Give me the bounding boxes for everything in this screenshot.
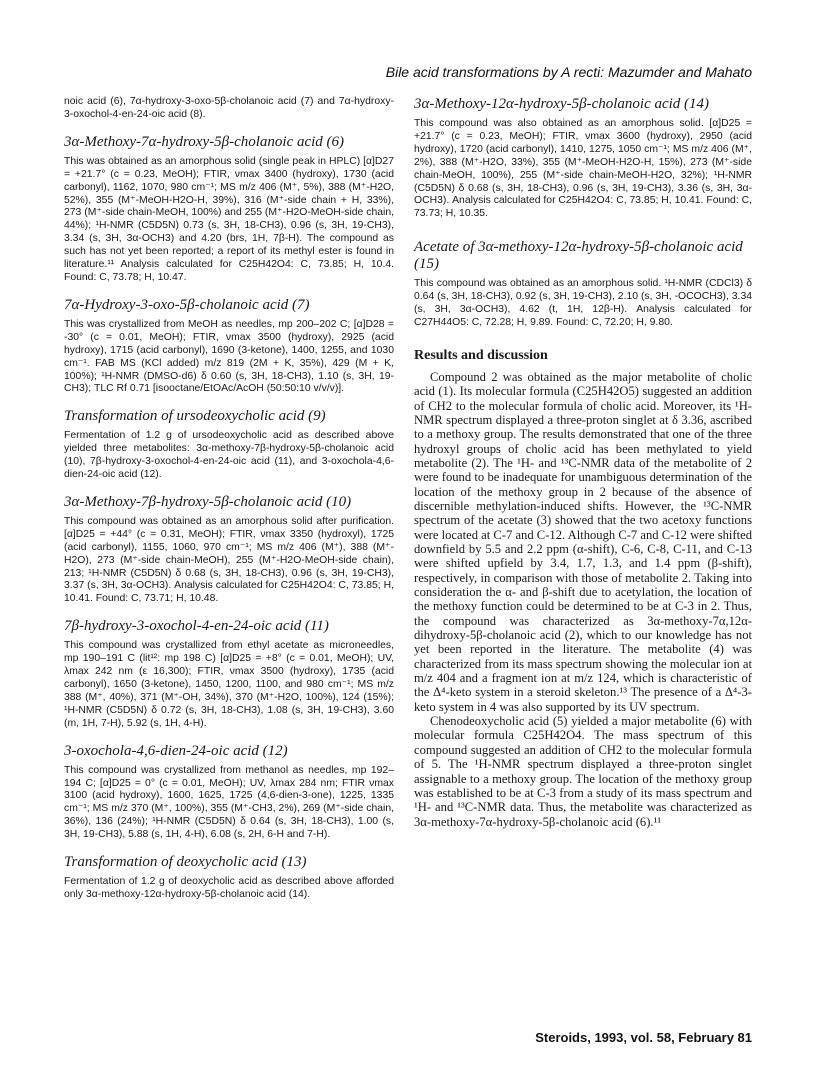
section-transformation-9	[64, 408, 394, 482]
running-head: Bile acid transformations by A recti: Mazumder and Mahato	[385, 64, 752, 80]
intro-text-block	[64, 96, 394, 122]
section-body: Fermentation of 1.2 g of deoxycholic acid as described above afforded only 3α-methoxy-12α-hydroxy-5β-cholanoic acid (14).	[64, 876, 394, 900]
section-body: This compound was crystallized from methanol as needles, mp 192–194 C; [α]D25 = 0° (c = 0.01, MeOH); UV, λmax 284 nm; FTIR νmax 3100 (acid hydroxy), 1600, 1625, 1725 (4,6-dien-3-one), 1225, 1335 cm⁻¹; MS m/z 370 (M⁺, 100%), 355 (M⁺-CH3, 2%), 269 (M⁺-side chain, 36%), 136 (24%); ¹H-NMR (C5D5N) δ 0.64 (s, 3H, 18-CH3), 1.00 (s, 3H, 19-CH3), 5.88 (s, 1H, 4-H), 6.08 (s, 2H, 6-H and 7-H).	[64, 764, 394, 841]
section-body: This compound was obtained as an amorphous solid. ¹H-NMR (CDCl3) δ 0.64 (s, 3H, 18-CH3), 0.92 (s, 3H, 19-CH3), 2.10 (s, 3H, -OCOCH3), 3.34 (s, 3H, 3α-OCH3), 4.62 (t, 1H, 12β-H). Analysis calculated for C27H44O5: C, 72.28; H, 9.89. Found: C, 72.20; H, 9.80.	[414, 278, 752, 328]
results-discussion	[414, 348, 752, 829]
section-body: This compound was also obtained as an amorphous solid. [α]D25 = +21.7° (c = 0.23, MeOH); FTIR, νmax 3600 (hydroxy), 2950 (acid hydroxy), 1720 (acid carbonyl), 1410, 1275, 1050 cm⁻¹; MS m/z 406 (M⁺, 2%), 388 (M⁺-H2O, 33%), 355 (M⁺-MeOH-H2O-H, 15%), 273 (M⁺-side chain-MeOH, 100%), 255 (M⁺-side chain-MeOH-H2O, 32%); ¹H-NMR (C5D5N) δ 0.68 (s, 3H, 18-CH3), 0.96 (s, 3H, 19-CH3), 3.36 (s, 3H, 3α-OCH3). Analysis calculated for C25H42O4: C, 73.85; H, 10.41. Found: C, 73.73; H, 10.35.	[414, 118, 752, 220]
section-title: 3α-Methoxy-7β-hydroxy-5β-cholanoic acid (10)	[64, 493, 352, 510]
section-compound-6	[64, 134, 394, 285]
section-compound-15	[414, 239, 752, 330]
left-column	[64, 96, 394, 914]
right-column	[414, 96, 752, 841]
results-heading: Results and discussion	[414, 347, 548, 363]
results-paragraph: Compound 2 was obtained as the major metabolite of cholic acid (1). Its molecular formula (C25H42O5) suggested an addition of CH2 to the molecular formula of cholic acid. Moreover, its ¹H-NMR spectrum displayed a three-proton singlet at δ 3.36, ascribed to a methoxy group. The results demonstrated that one of the three hydroxyl groups of cholic acid has been methylated to yield metabolite (2). The ¹H- and ¹³C-NMR data of the metabolite of 2 were found to be inadequate for unambiguous determination of the location of the methoxy group in 2 because of the absence of discernible methylation-induced shifts. However, the ¹³C-NMR spectrum of the acetate (3) showed that the two acetoxy functions were located at C-7 and C-12. Although C-7 and C-12 were shifted downfield by 5.5 and 2.2 ppm (α-shift), C-6, C-8, C-11, and C-13 were shifted upfield by 3.4, 1.7, 1.3, and 1.4 ppm (β-shift), respectively, in comparison with those of metabolite 2. Taking into consideration the α- and β-shift due to acetylation, the location of the methoxy function could be determined to be at C-3 in 2. Thus, the compound was characterized as 3α-methoxy-7α,12α-dihydroxy-5β-cholanoic acid (2), which to our knowledge has not yet been reported in the literature. The metabolite (4) was characterized from its mass spectrum showing the molecular ion at m/z 404 and a fragment ion at m/z 124, which is characteristic of the Δ⁴-keto system in a steroid skeleton.¹³ The presence of a Δ⁴-3-keto system in 4 was also supported by its UV spectrum.	[414, 369, 752, 714]
section-title: Transformation of ursodeoxycholic acid (9)	[64, 408, 326, 425]
section-compound-7	[64, 297, 394, 396]
section-body: This was crystallized from MeOH as needles, mp 200–202 C; [α]D28 = -30° (c = 0.01, MeOH); FTIR, νmax 3500 (hydroxy), 2925 (acid hydroxy), 1715 (acid carbonyl), 1690 (3-ketone), 1400, 1255, and 1030 cm⁻¹. FAB MS (KCl added) m/z 819 (2M + K, 35%), 429 (M + K, 100%); ¹H-NMR (DMSO-d6) δ 0.60 (s, 3H, 18-CH3), 1.10 (s, 3H, 19-CH3); TLC Rf 0.71 [isooctane/EtOAc/AcOH (50:50:10 v/v/v)].	[64, 318, 394, 395]
section-compound-11	[64, 618, 394, 730]
page-footer: Steroids, 1993, vol. 58, February 81	[535, 1030, 752, 1045]
section-body: This compound was crystallized from ethyl acetate as microneedles, mp 190–191 C (lit¹²: mp 198 C) [α]D25 = +8° (c = 0.01, MeOH); UV, λmax 242 nm (ε 16,300); FTIR, νmax 3500 (hydroxy), 1735 (acid carbonyl), 1650 (3-ketone), 1450, 1200, 1100, and 980 cm⁻¹; MS m/z 388 (M⁺, 40%), 371 (M⁺-OH, 34%), 370 (M⁺-H2O, 100%), 124 (15%); ¹H-NMR (C5D5N) δ 0.72 (s, 3H, 18-CH3), 1.08 (s, 3H, 19-CH3), 3.60 (m, 1H, 7-H), 5.92 (s, 1H, 4-H).	[64, 640, 394, 729]
section-compound-10	[64, 494, 394, 606]
section-body: Fermentation of 1.2 g of ursodeoxycholic acid as described above yielded three metabolites: 3α-methoxy-7β-hydroxy-5β-cholanoic acid (10), 7β-hydroxy-3-oxochol-4-en-24-oic acid (11), and 3-oxochola-4,6-dien-24-oic acid (12).	[64, 430, 394, 481]
section-title: 7β-hydroxy-3-oxochol-4-en-24-oic acid (11)	[64, 618, 329, 635]
section-transformation-13	[64, 854, 394, 902]
intro-text: noic acid (6), 7α-hydroxy-3-oxo-5β-cholanoic acid (7) and 7α-hydroxy-3-oxochol-4-en-24-oic acid (8).	[64, 96, 394, 120]
section-title: Transformation of deoxycholic acid (13)	[64, 854, 307, 871]
section-title: 3α-Methoxy-12α-hydroxy-5β-cholanoic acid (14)	[414, 96, 710, 112]
section-title: Acetate of 3α-methoxy-12α-hydroxy-5β-cholanoic acid (15)	[414, 239, 743, 273]
section-title: 3α-Methoxy-7α-hydroxy-5β-cholanoic acid (6)	[64, 133, 345, 150]
section-title: 7α-Hydroxy-3-oxo-5β-cholanoic acid (7)	[64, 296, 310, 313]
section-title: 3-oxochola-4,6-dien-24-oic acid (12)	[64, 742, 288, 759]
section-compound-14	[414, 96, 752, 221]
section-compound-12	[64, 743, 394, 842]
results-paragraph: Chenodeoxycholic acid (5) yielded a major metabolite (6) with molecular formula C25H42O4. The mass spectrum of this compound suggested an addition of CH2 to the molecular formula of 5. The ¹H-NMR spectrum displayed a three-proton singlet assignable to a methoxy group. The location of the methoxy group was established to be at C-3 from a study of its mass spectrum and ¹H- and ¹³C-NMR data. Thus, the metabolite was characterized as 3α-methoxy-7α-hydroxy-5β-cholanoic acid (6).¹¹	[414, 714, 752, 829]
section-body: This compound was obtained as an amorphous solid after purification. [α]D25 = +44° (c = 0.31, MeOH); FTIR, νmax 3350 (hydroxyl), 1725 (acid carbonyl), 1155, 1060, 970 cm⁻¹; MS m/z 406 (M⁺), 388 (M⁺-H2O), 273 (M⁺-side chain-MeOH), 255 (M⁺-H2O-MeOH-side chain), 213; ¹H-NMR (C5D5N) δ 0.68 (s, 3H, 18-CH3), 0.96 (s, 3H, 19-CH3), 3.37 (s, 3H, 3α-OCH3). Analysis calculated for C25H42O4: C, 73.85; H, 10.41. Found: C, 73.71; H, 10.48.	[64, 515, 394, 605]
section-body: This was obtained as an amorphous solid (single peak in HPLC) [α]D27 = +21.7° (c = 0.23, MeOH); FTIR, νmax 3400 (hydroxy), 1730 (acid carbonyl), 1162, 1070, 980 cm⁻¹; MS m/z 406 (M⁺, 5%), 388 (M⁺-H2O, 52%), 355 (M⁺-MeOH-H2O-H, 39%), 316 (M⁺-side chain + H, 33%), 273 (M⁺-side chain-MeOH, 100%) and 255 (M⁺-H2O-MeOH-side chain, 44%); ¹H-NMR (C5D5N) 0.73 (s, 3H, 18-CH3), 0.96 (s, 3H, 19-CH3), 3.34 (s, 3H, 3α-OCH3) and 4.20 (brs, 1H, 7β-H). The compound as such has not yet been reported; a report of its methyl ester is found in literature.¹¹ Analysis calculated for C25H42O4: C, 73.85; H, 10.4. Found: C, 73.78; H, 10.47.	[64, 155, 394, 283]
